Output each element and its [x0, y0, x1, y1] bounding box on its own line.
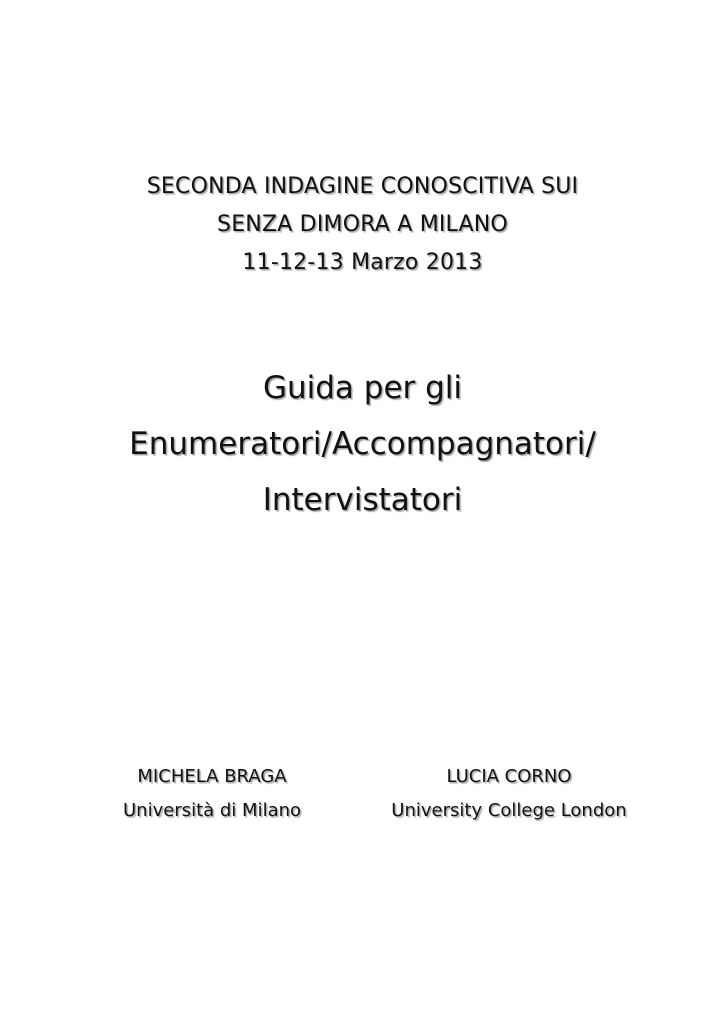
document-title	[0, 360, 725, 528]
author-1	[92, 760, 332, 828]
title-line-3: Intervistatori	[262, 482, 463, 518]
title-line-2: Enumeratori/Accompagnatori/	[129, 426, 596, 462]
author-affiliation: Università di Milano	[122, 800, 302, 821]
header-line-1: SECONDA INDAGINE CONOSCITIVA SUI	[146, 174, 579, 199]
title-line-1: Guida per gli	[262, 370, 463, 406]
author-2	[368, 760, 650, 828]
author-name: LUCIA CORNO	[446, 766, 572, 787]
header-dates: 11-12-13 Marzo 2013	[242, 250, 483, 275]
header-line-2: SENZA DIMORA A MILANO	[217, 212, 508, 237]
author-affiliation: University College London	[391, 800, 627, 821]
survey-header	[0, 168, 725, 282]
author-name: MICHELA BRAGA	[137, 766, 287, 787]
